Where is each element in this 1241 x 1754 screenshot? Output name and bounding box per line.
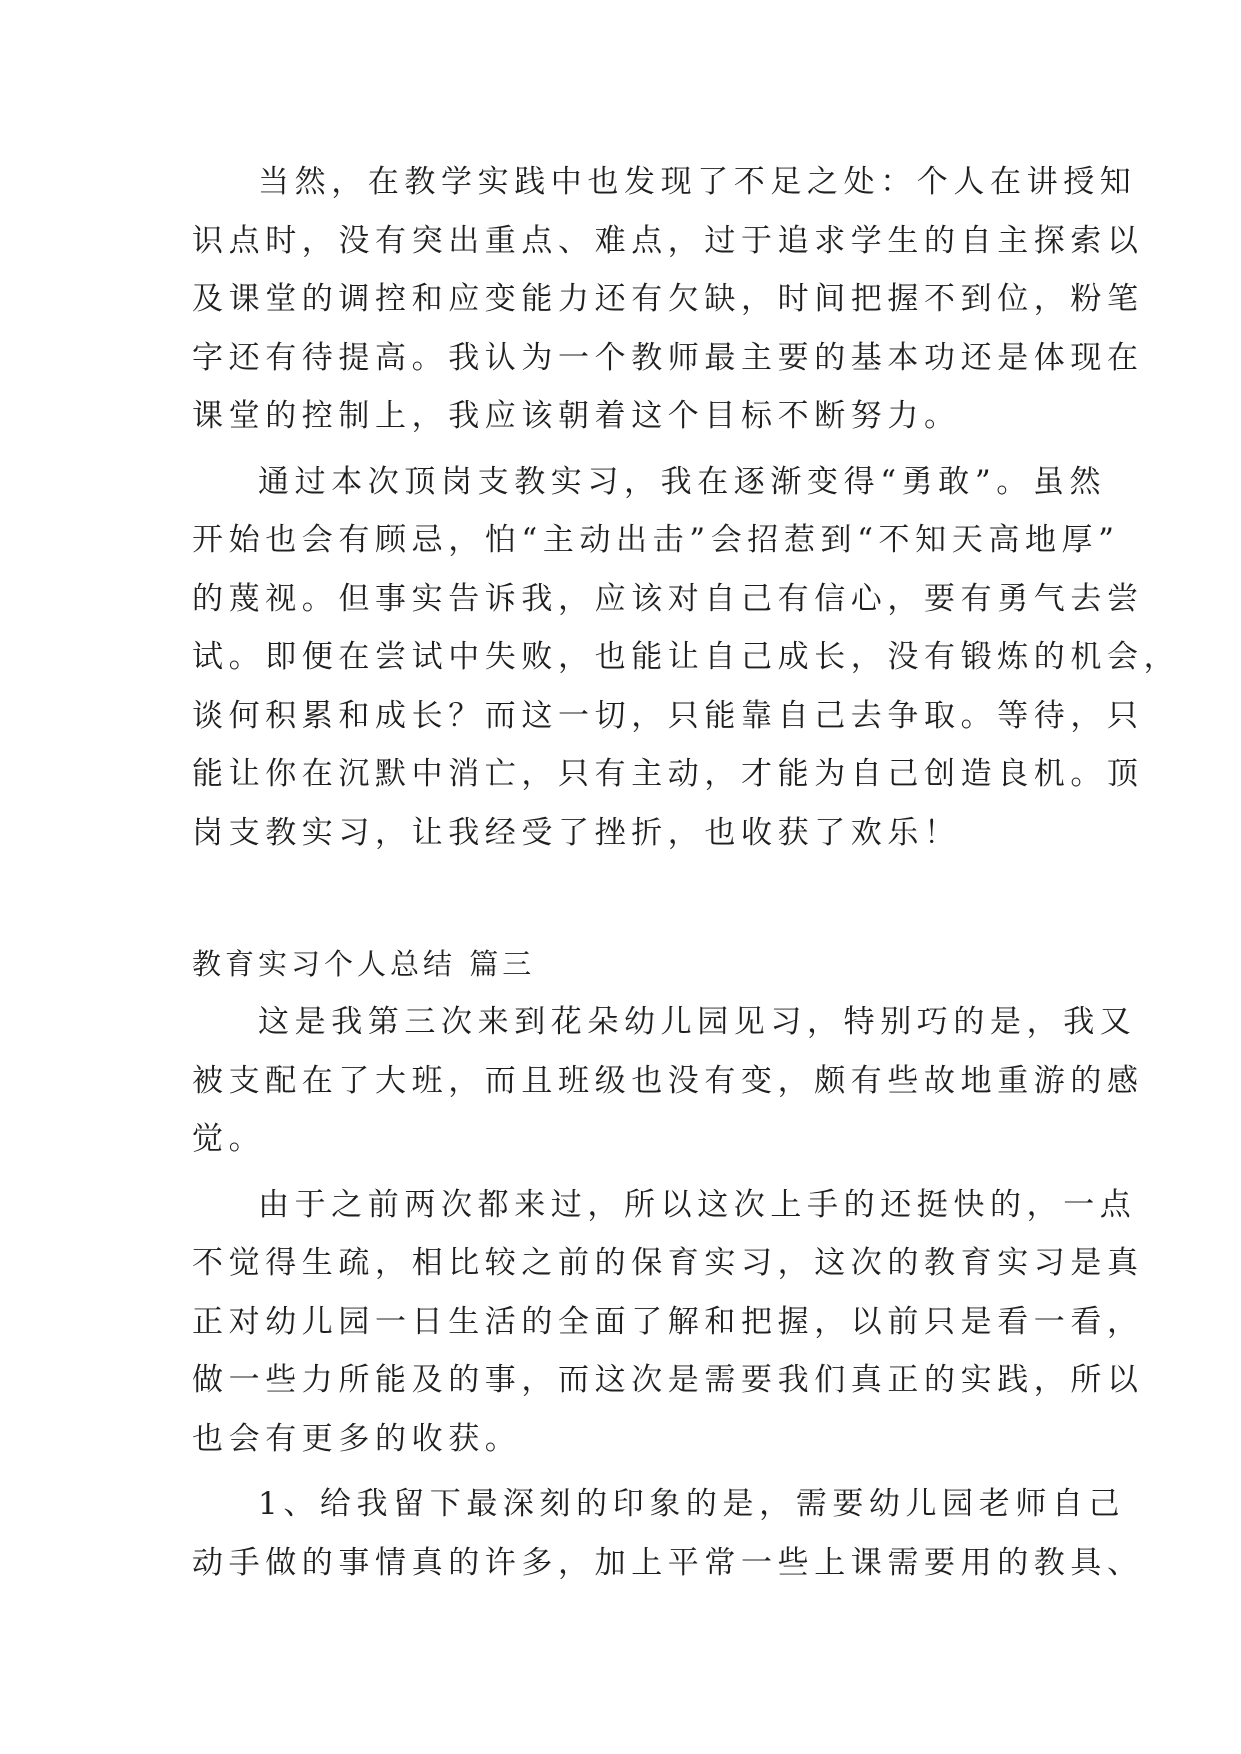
document-body <box>192 153 1181 1592</box>
paragraph-line: 动手做的事情真的许多，加上平常一些上课需要用的教具、 <box>192 1544 1144 1581</box>
paragraph-spacer <box>192 1468 1072 1475</box>
paragraph-line: 的蔑视。但事实告诉我，应该对自己有信心，要有勇气去尝 <box>192 580 1144 617</box>
paragraph-line: 识点时，没有突出重点、难点，过于追求学生的自主探索以 <box>192 222 1144 259</box>
paragraph-line: 当然，在教学实践中也发现了不足之处：个人在讲授知 <box>258 164 1137 200</box>
paragraph-line: 被支配在了大班，而且班级也没有变，颇有些故地重游的感 <box>192 1062 1144 1099</box>
paragraph-line: 这是我第三次来到花朵幼儿园见习，特别巧的是，我又 <box>258 1004 1137 1040</box>
paragraph <box>192 153 1144 446</box>
paragraph-line: 通过本次顶岗支教实习，我在逐渐变得“勇敢”。虽然 <box>258 463 1107 500</box>
paragraph <box>192 1176 1144 1469</box>
paragraph-line: 正对幼儿园一日生活的全面了解和把握，以前只是看一看， <box>192 1303 1144 1340</box>
paragraph-line: 做一些力所能及的事，而这次是需要我们真正的实践，所以 <box>192 1362 1144 1398</box>
paragraph-line: 由于之前两次都来过，所以这次上手的还挺快的，一点 <box>258 1186 1137 1223</box>
paragraph <box>192 453 1181 863</box>
paragraph-line: 岗支教实习，让我经受了挫折，也收获了欢乐！ <box>192 814 961 851</box>
paragraph-line: 字还有待提高。我认为一个教师最主要的基本功还是体现在 <box>192 339 1144 376</box>
paragraph-spacer <box>192 446 1072 453</box>
paragraph-spacer <box>192 1169 1072 1176</box>
paragraph-line: 能让你在沉默中消亡，只有主动，才能为自己创造良机。顶 <box>192 756 1144 792</box>
paragraph-line: 1、给我留下最深刻的印象的是，需要幼儿园老师自己 <box>258 1486 1126 1522</box>
paragraph-line: 课堂的控制上，我应该朝着这个目标不断努力。 <box>192 398 961 434</box>
paragraph-line: 觉。 <box>192 1121 266 1157</box>
paragraph <box>192 993 1144 1169</box>
section-spacer <box>192 862 1072 935</box>
paragraph-line: 开始也会有顾忌，怕“主动出击”会招惹到“不知天高地厚” <box>192 522 1120 558</box>
section-heading: 教育实习个人总结 篇三 <box>192 947 536 981</box>
paragraph-line: 谈何积累和成长？而这一切，只能靠自己去争取。等待，只 <box>192 697 1144 734</box>
paragraph-line: 不觉得生疏，相比较之前的保育实习，这次的教育实习是真 <box>192 1245 1144 1281</box>
paragraph-line: 及课堂的调控和应变能力还有欠缺，时间把握不到位，粉笔 <box>192 281 1144 317</box>
paragraph-line: 也会有更多的收获。 <box>192 1420 522 1457</box>
paragraph <box>192 1475 1144 1592</box>
paragraph-line: 试。即便在尝试中失败，也能让自己成长，没有锻炼的机会， <box>192 639 1181 675</box>
